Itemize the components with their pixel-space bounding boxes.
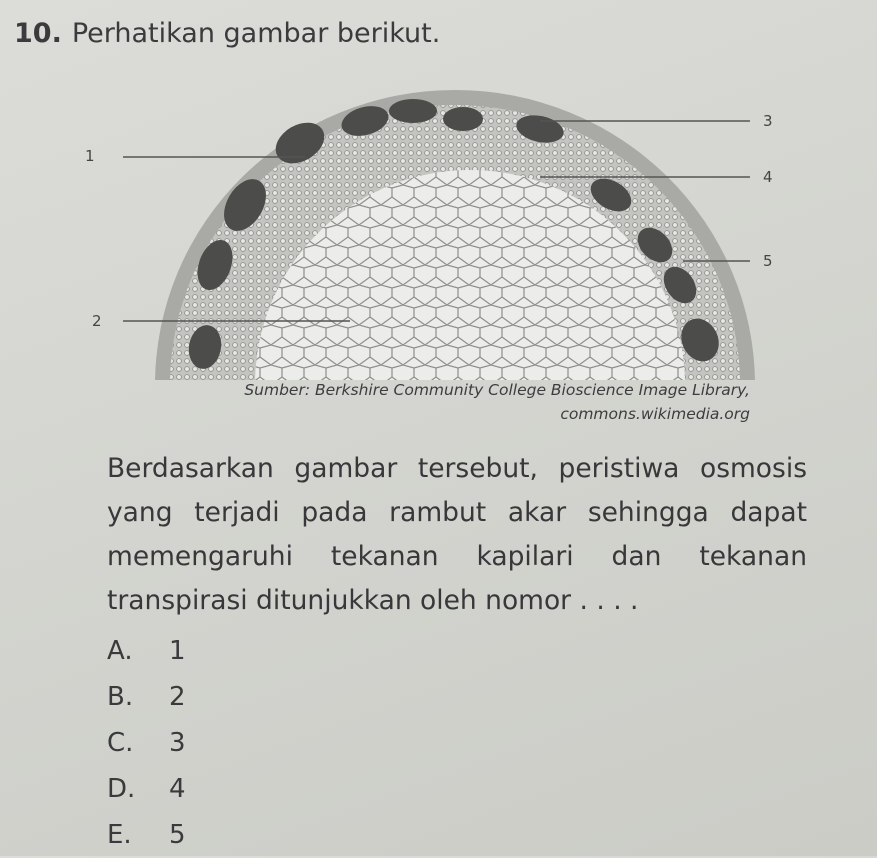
question-stem [107, 447, 807, 623]
figure-label-4: 4 [763, 168, 773, 186]
option-letter: A. [107, 636, 133, 666]
figure-caption-source: Sumber: Berkshire Community College Bioscience Image Library, [244, 381, 750, 399]
figure-label-5: 5 [763, 252, 773, 270]
figure-caption-url: commons.wikimedia.org [560, 405, 750, 423]
option-e[interactable] [107, 812, 186, 858]
option-letter: D. [107, 774, 136, 804]
option-letter: E. [107, 820, 132, 850]
stem-line: transpirasi ditunjukkan oleh nomor . . . . [107, 585, 639, 616]
question-number: 10. [14, 18, 62, 49]
option-value: 1 [169, 636, 186, 666]
option-d[interactable] [107, 766, 186, 812]
stem-line: yang terjadi pada rambut akar sehingga dapat [107, 497, 807, 528]
option-letter: C. [107, 728, 134, 758]
stem-line: memengaruhi tekanan kapilari dan tekanan [107, 541, 807, 572]
stem-cross-section-figure [85, 85, 795, 385]
figure-label-2: 2 [92, 312, 102, 330]
option-b[interactable] [107, 674, 186, 720]
option-c[interactable] [107, 720, 186, 766]
figure-label-1: 1 [85, 147, 95, 165]
option-value: 4 [169, 774, 186, 804]
option-a[interactable] [107, 628, 186, 674]
question-instruction: Perhatikan gambar berikut. [71, 18, 441, 49]
answer-options [107, 628, 186, 858]
figure-label-3: 3 [763, 112, 773, 130]
stem-line: Berdasarkan gambar tersebut, peristiwa osmosis [107, 453, 807, 484]
option-letter: B. [107, 682, 134, 712]
option-value: 2 [169, 682, 186, 712]
question-heading [14, 18, 440, 49]
stem-cross-section-image [85, 85, 795, 385]
option-value: 5 [169, 820, 186, 850]
option-value: 3 [169, 728, 186, 758]
